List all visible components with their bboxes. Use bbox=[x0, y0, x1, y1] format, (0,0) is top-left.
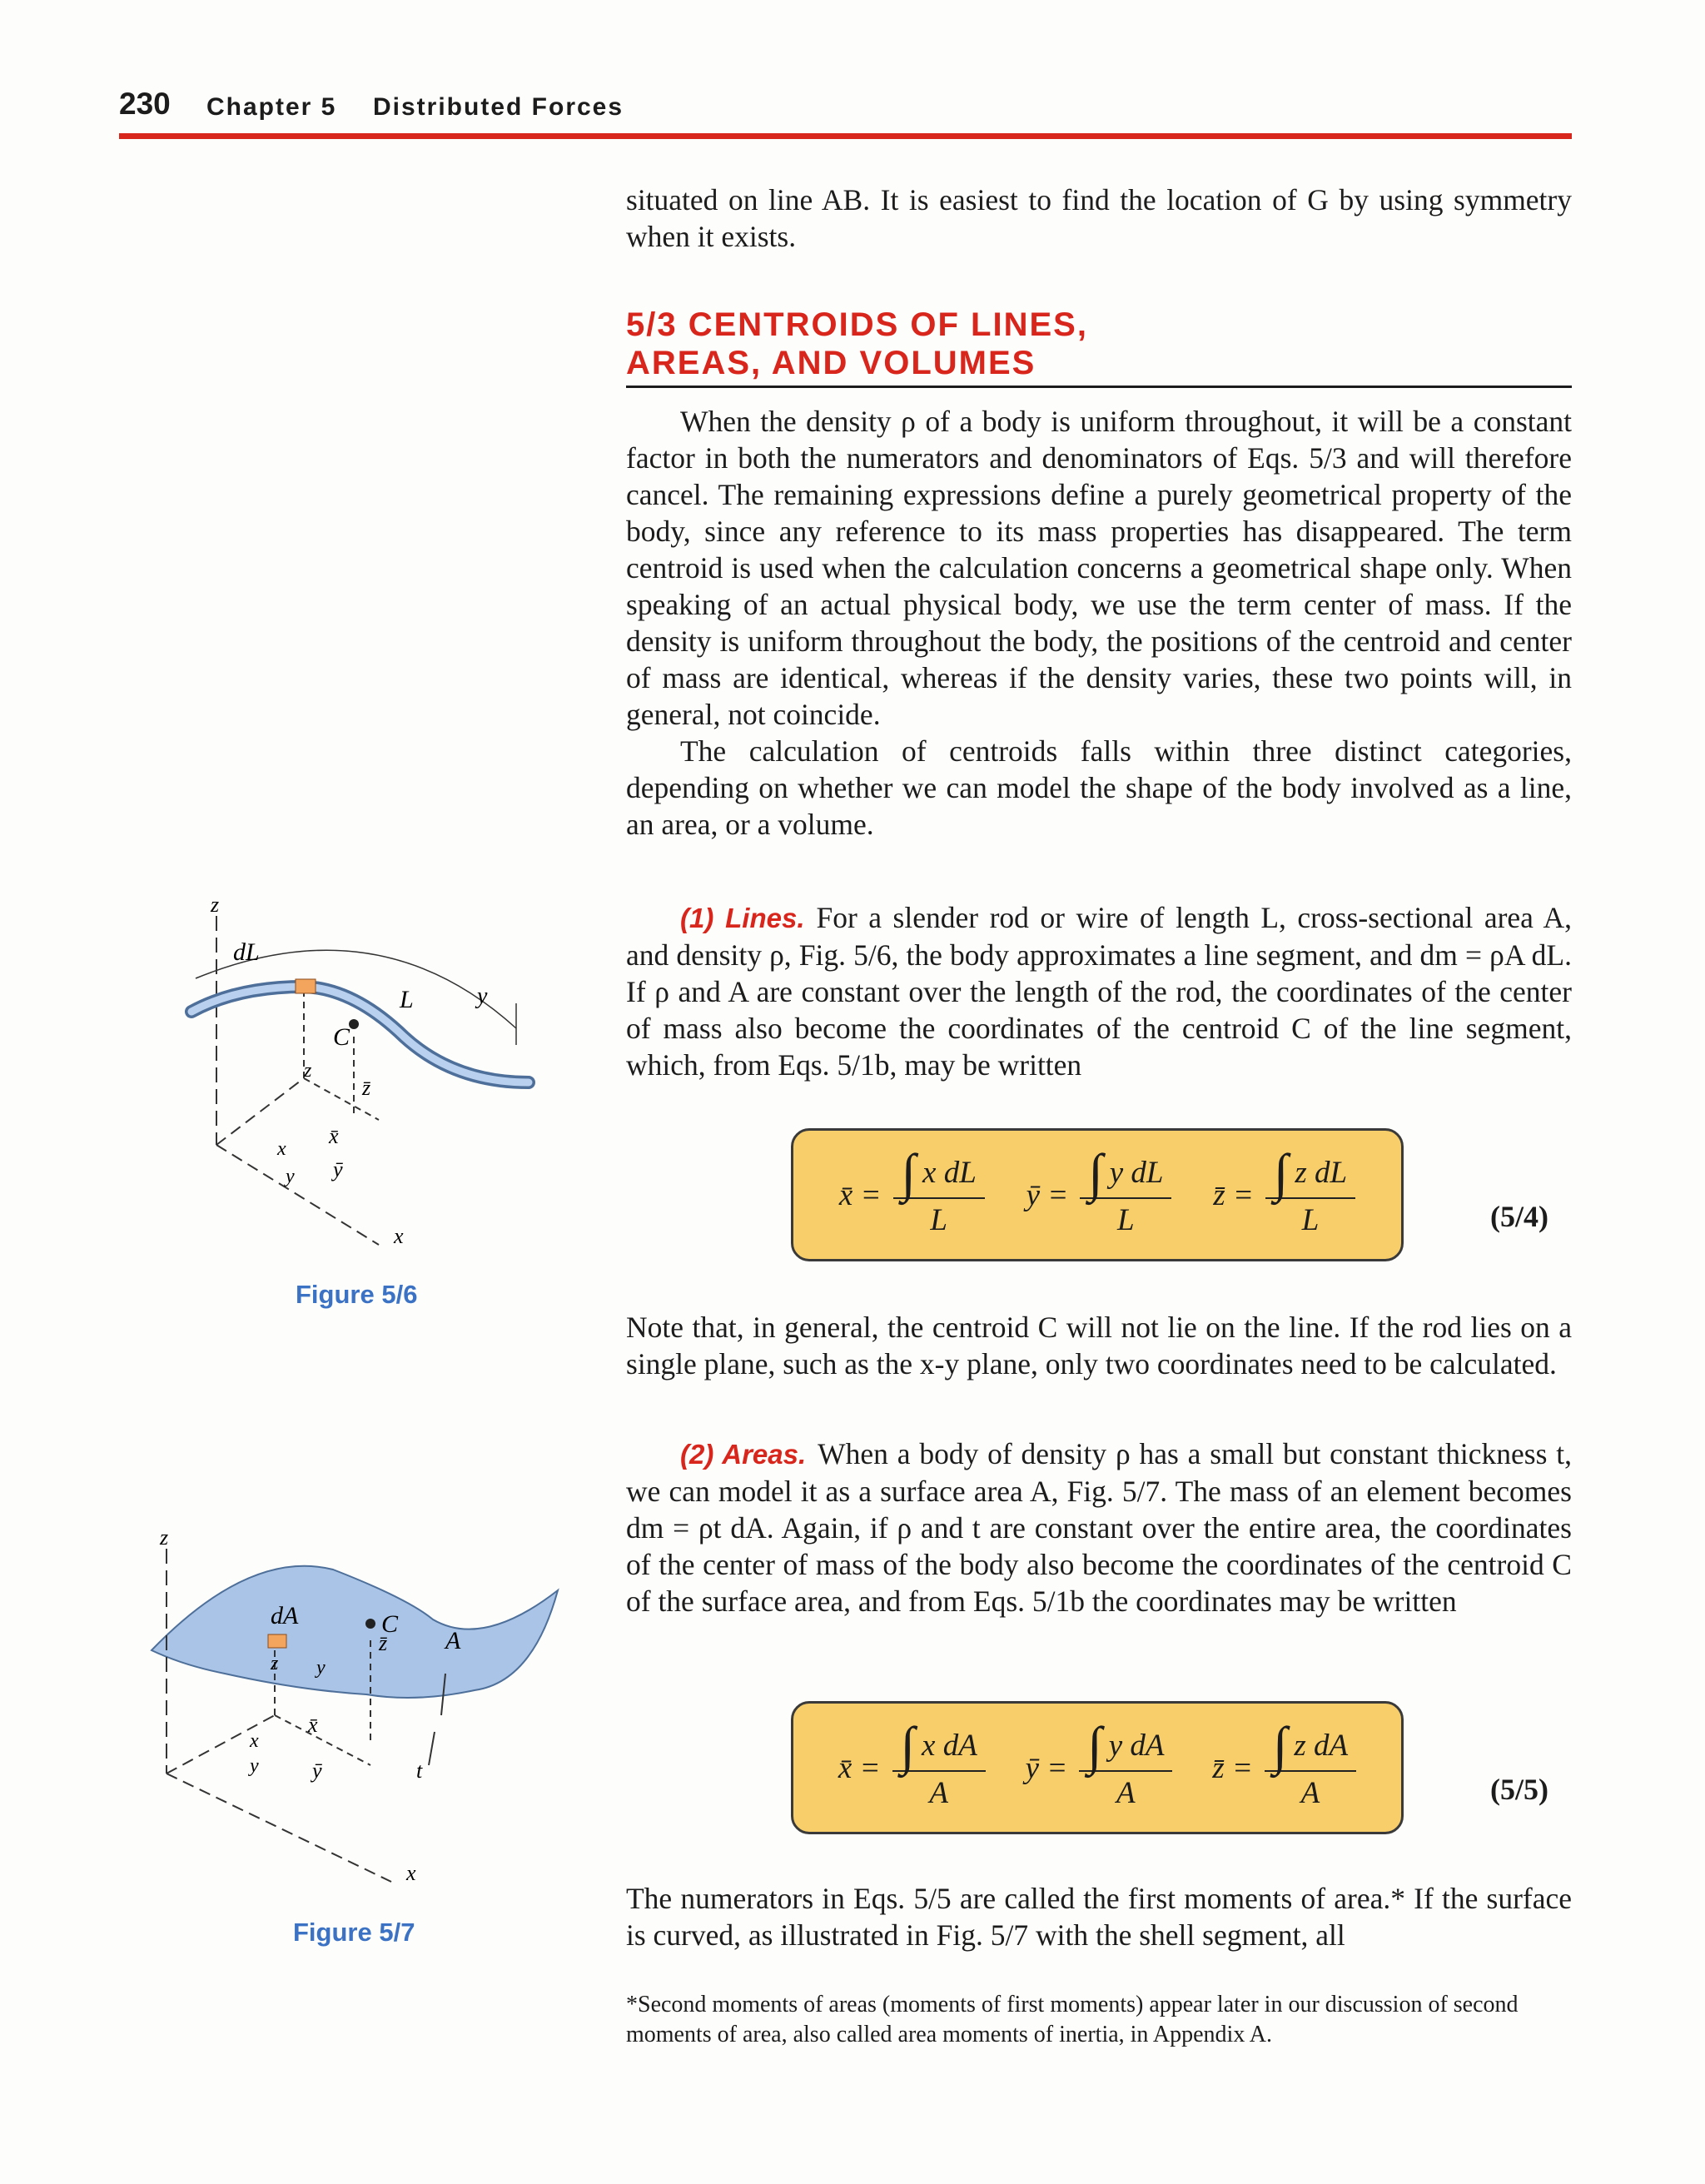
section-rule bbox=[626, 386, 1572, 388]
figure-label: C bbox=[333, 1023, 350, 1051]
integral-sign: ∫ bbox=[1088, 1142, 1103, 1202]
integral-sign: ∫ bbox=[1272, 1715, 1288, 1775]
denominator: L bbox=[930, 1202, 947, 1237]
equation-lhs: x̄ = bbox=[838, 1750, 881, 1785]
figure-label: x̄ bbox=[329, 1124, 339, 1148]
paragraph-moments bbox=[626, 1880, 1572, 1953]
figure-label: x bbox=[250, 1730, 259, 1752]
paragraph-areas bbox=[626, 1435, 1572, 1619]
equation-lhs: z̄ = bbox=[1213, 1177, 1254, 1212]
figure-label: z bbox=[304, 1060, 312, 1082]
centroid-point bbox=[349, 1019, 359, 1029]
figure-5-6-diagram bbox=[162, 895, 554, 1253]
axis-label: z bbox=[160, 1525, 169, 1550]
section-heading-line1: 5/3 CENTROIDS OF LINES, bbox=[626, 306, 1088, 343]
equation-lhs: x̄ = bbox=[838, 1177, 882, 1212]
figure-label: C bbox=[381, 1610, 399, 1638]
denominator: A bbox=[1300, 1775, 1320, 1810]
page-number: 230 bbox=[119, 87, 171, 121]
equation-zbar bbox=[1213, 1142, 1355, 1238]
footnote: *Second moments of areas (moments of first moments) appear later in our discussion of second moments of area, also called area moments of inertia, in Appendix A. bbox=[626, 1992, 1519, 2047]
equation-xbar bbox=[838, 1142, 985, 1238]
chapter-title: Distributed Forces bbox=[373, 93, 624, 121]
figure-label: y bbox=[477, 983, 488, 1009]
figure-5-7-diagram bbox=[142, 1524, 574, 1890]
figure-label: y bbox=[250, 1755, 259, 1777]
fraction bbox=[893, 1142, 985, 1238]
figure-label: ȳ bbox=[333, 1157, 343, 1182]
figure-label: dA bbox=[271, 1602, 299, 1629]
equation-number-5-4: (5/4) bbox=[1490, 1200, 1548, 1233]
paragraph-categories: The calculation of centroids falls within three distinct categories, depending on whether we can model the shape of the body involved as a line, an area, or a volume. bbox=[626, 734, 1572, 841]
figure-label: y bbox=[286, 1166, 295, 1187]
centroid-point bbox=[365, 1619, 375, 1629]
figure-label: dL bbox=[233, 938, 260, 966]
figure-label: L bbox=[400, 986, 414, 1013]
figure-label: A bbox=[445, 1627, 461, 1654]
areas-heading: (2) Areas. bbox=[680, 1439, 807, 1470]
figure-5-6-caption: Figure 5/6 bbox=[296, 1280, 418, 1309]
page-header bbox=[119, 87, 1572, 127]
figure-label: z̄ bbox=[379, 1631, 388, 1655]
equation-lhs: z̄ = bbox=[1212, 1750, 1253, 1785]
equation-zbar bbox=[1212, 1715, 1356, 1811]
header-rule bbox=[119, 133, 1572, 139]
numerator: x dA bbox=[922, 1729, 977, 1763]
integral-sign: ∫ bbox=[1273, 1142, 1289, 1202]
paragraph-lines bbox=[626, 899, 1572, 1083]
denominator: A bbox=[1116, 1775, 1136, 1810]
figure-label: x̄ bbox=[308, 1713, 318, 1737]
fraction bbox=[892, 1715, 986, 1811]
axis-label: x bbox=[394, 1224, 404, 1248]
equation-box-lines bbox=[791, 1128, 1404, 1261]
paragraph-density: When the density ρ of a body is uniform throughout, it will be a constant factor in both the numerators and denominators of Eqs. 5/3 and will therefore cancel. The remaining expressions define a purely geometrical property of the body, since any reference to its mass properties has disappeared. The term centroid is used when the calculation concerns a geometrical shape only. When speaking of an actual physical body, we use the term center of mass. If the density is uniform throughout the body, the positions of the centroid and center of mass are identical, whereas if the density varies, these two points will, in general, not coincide. bbox=[626, 405, 1572, 731]
fraction bbox=[1265, 1142, 1355, 1238]
intro-text: situated on line AB. It is easiest to find the location of G by using symmetry when it exists. bbox=[626, 183, 1572, 253]
axis-label: z bbox=[211, 895, 220, 917]
axis-label: x bbox=[406, 1861, 416, 1885]
equation-ybar bbox=[1025, 1715, 1173, 1811]
figure-label: ȳ bbox=[312, 1759, 322, 1783]
figure-label: y bbox=[316, 1657, 326, 1679]
figure-5-7-caption: Figure 5/7 bbox=[293, 1918, 415, 1947]
equation-xbar bbox=[838, 1715, 986, 1811]
equation-number-5-5: (5/5) bbox=[1490, 1773, 1548, 1806]
figure-label: x bbox=[277, 1138, 286, 1160]
lines-text: For a slender rod or wire of length L, cross-sectional area A, and density ρ, Fig. 5/6, the body approximates a line segment, and dm = ρA dL. If ρ and A are constant over the length of the rod, the coordinates of the center of mass also become the coordinates of the centroid C of the line segment, which, from Eqs. 5/1b, may be written bbox=[626, 901, 1572, 1082]
denominator: L bbox=[1117, 1202, 1135, 1237]
fraction bbox=[1265, 1715, 1356, 1811]
body-text-block-1 bbox=[626, 403, 1572, 843]
intro-paragraph bbox=[626, 182, 1572, 255]
numerator: z dL bbox=[1295, 1156, 1348, 1190]
figure-label: z̄ bbox=[362, 1076, 371, 1100]
equation-lhs: ȳ = bbox=[1026, 1177, 1069, 1212]
section-heading-line2: AREAS, AND VOLUMES bbox=[626, 345, 1036, 381]
equation-lhs: ȳ = bbox=[1025, 1750, 1068, 1785]
denominator: A bbox=[929, 1775, 948, 1810]
equation-box-areas bbox=[791, 1701, 1404, 1834]
moments-text: The numerators in Eqs. 5/5 are called the first moments of area.* If the surface is curved, as illustrated in Fig. 5/7 with the shell segment, all bbox=[626, 1882, 1572, 1952]
integral-sign: ∫ bbox=[901, 1142, 917, 1202]
note-text: Note that, in general, the centroid C will not lie on the line. If the rod lies on a single plane, such as the x-y plane, only two coordinates need to be calculated. bbox=[626, 1311, 1572, 1381]
figure-label: t bbox=[416, 1759, 423, 1783]
numerator: y dA bbox=[1108, 1729, 1165, 1763]
denominator: L bbox=[1301, 1202, 1320, 1237]
paragraph-note bbox=[626, 1309, 1572, 1382]
numerator: x dL bbox=[922, 1156, 977, 1190]
integral-sign: ∫ bbox=[1087, 1715, 1102, 1775]
numerator: y dL bbox=[1109, 1156, 1164, 1190]
areas-text: When a body of density ρ has a small but constant thickness t, we can model it as a surface area A, Fig. 5/7. The mass of an element becomes dm = ρt dA. Again, if ρ and t are constant over the entire area, the coordinates of the center of mass of the body also become the coordinates of the centroid C of the surface area, and from Eqs. 5/1b the coordinates may be written bbox=[626, 1437, 1572, 1618]
chapter-label: Chapter 5 bbox=[206, 93, 337, 121]
lines-heading: (1) Lines. bbox=[680, 903, 805, 933]
section-heading bbox=[626, 306, 1572, 382]
fraction bbox=[1080, 1142, 1171, 1238]
figure-label: z bbox=[271, 1653, 279, 1674]
equation-ybar bbox=[1026, 1142, 1172, 1238]
numerator: z dA bbox=[1294, 1729, 1349, 1763]
fraction bbox=[1079, 1715, 1172, 1811]
integral-sign: ∫ bbox=[900, 1715, 916, 1775]
